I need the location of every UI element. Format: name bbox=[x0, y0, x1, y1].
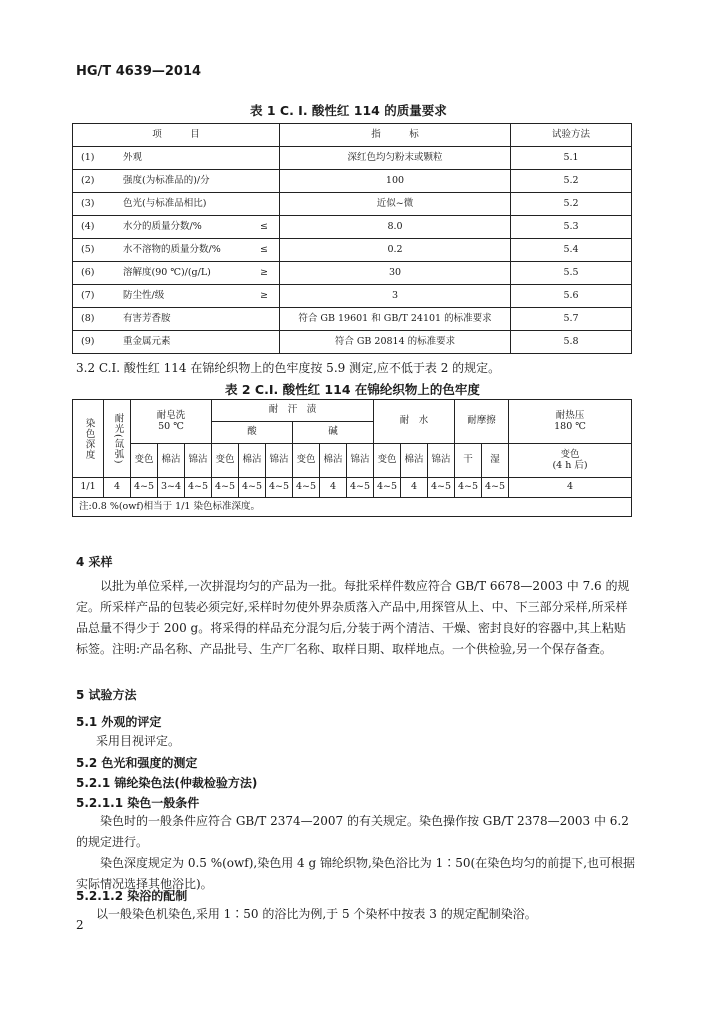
cell-no: (9) bbox=[73, 331, 124, 354]
section-5-2-1-1-title: 5.2.1.1 染色一般条件 bbox=[76, 796, 200, 810]
cell-no: (1) bbox=[73, 147, 124, 170]
subhead-cell: 变色 bbox=[131, 444, 158, 478]
cell-no: (3) bbox=[73, 193, 124, 216]
cell-name: 色光(与标准品相比) bbox=[123, 193, 249, 216]
h-depth: 染色深度 bbox=[73, 400, 104, 478]
h-water: 耐 水 bbox=[374, 400, 455, 444]
cell-name: 溶解度(90 ℃)/(g/L) bbox=[123, 262, 249, 285]
subhead-cell: 锦沾 bbox=[428, 444, 455, 478]
section-5-2-1-2-body: 以一般染色机染色,采用 1∶50 的浴比为例,于 5 个染杯中按表 3 的规定配制染浴。 bbox=[96, 907, 537, 921]
cell-sym bbox=[249, 147, 280, 170]
table-row bbox=[73, 331, 632, 354]
table1-title: 表 1 C. I. 酸性红 114 的质量要求 bbox=[250, 103, 447, 118]
h-rub: 耐摩擦 bbox=[455, 400, 509, 444]
section-5-2-1-1-body: 染色时的一般条件应符合 GB/T 2374—2007 的有关规定。染色操作按 GB/T 2378—2003 中 6.2 的规定进行。 bbox=[76, 814, 629, 849]
subhead-cell: 棉沾 bbox=[401, 444, 428, 478]
subhead-heat: 变色 (4 h 后) bbox=[509, 444, 632, 478]
cell-method: 5.8 bbox=[511, 331, 632, 354]
color-fastness-table bbox=[72, 399, 632, 517]
cell-sym: ≤ bbox=[249, 216, 280, 239]
subhead-cell: 干 bbox=[455, 444, 482, 478]
data-cell: 4~5 bbox=[293, 478, 320, 498]
cell-method: 5.2 bbox=[511, 193, 632, 216]
subhead-cell: 变色 bbox=[374, 444, 401, 478]
section-5-title: 5 试验方法 bbox=[76, 688, 137, 702]
cell-method: 5.7 bbox=[511, 308, 632, 331]
section-5-2-title: 5.2 色光和强度的测定 bbox=[76, 756, 198, 770]
cell-value: 30 bbox=[280, 262, 511, 285]
data-cell: 4~5 bbox=[428, 478, 455, 498]
table-row bbox=[73, 239, 632, 262]
data-cell: 4~5 bbox=[347, 478, 374, 498]
table-row bbox=[73, 262, 632, 285]
table-row bbox=[73, 193, 632, 216]
section-5-1-body: 采用目视评定。 bbox=[96, 734, 181, 748]
col-head-method: 试验方法 bbox=[511, 124, 632, 147]
subhead-cell: 棉沾 bbox=[320, 444, 347, 478]
cell-name: 有害芳香胺 bbox=[123, 308, 249, 331]
cell-no: (8) bbox=[73, 308, 124, 331]
cell-value: 3 bbox=[280, 285, 511, 308]
h-acid: 酸 bbox=[212, 422, 293, 444]
cell-name: 强度(为标准品的)/分 bbox=[123, 170, 249, 193]
cell-name: 水不溶物的质量分数/% bbox=[123, 239, 249, 262]
data-cell: 4~5 bbox=[212, 478, 239, 498]
cell-no: (5) bbox=[73, 239, 124, 262]
cell-sym bbox=[249, 170, 280, 193]
cell-value: 100 bbox=[280, 170, 511, 193]
table2-title: 表 2 C.I. 酸性红 114 在锦纶织物上的色牢度 bbox=[225, 382, 480, 397]
cell-method: 5.5 bbox=[511, 262, 632, 285]
subhead-cell: 锦沾 bbox=[347, 444, 374, 478]
section-5-2-1-1-body-2: 染色深度规定为 0.5 %(owf),染色用 4 g 锦纶织物,染色浴比为 1∶50(在染色均匀的前提下,也可根据实际情况选择其他浴比)。 bbox=[76, 856, 636, 891]
table-header-row bbox=[73, 400, 632, 422]
clause-3-2: 3.2 C.I. 酸性红 114 在锦纶织物上的色牢度按 5.9 测定,应不低于表 2 的规定。 bbox=[76, 361, 501, 375]
h-alkali: 碱 bbox=[293, 422, 374, 444]
data-cell: 4~5 bbox=[239, 478, 266, 498]
data-cell: 4~5 bbox=[185, 478, 212, 498]
standard-header: HG/T 4639—2014 bbox=[76, 64, 202, 79]
col-head-index: 指 标 bbox=[280, 124, 511, 147]
table-subheader-row bbox=[73, 444, 632, 478]
cell-method: 5.4 bbox=[511, 239, 632, 262]
cell-name: 防尘性/级 bbox=[123, 285, 249, 308]
cell-method: 5.2 bbox=[511, 170, 632, 193]
cell-value: 深红色均匀粉末或颗粒 bbox=[280, 147, 511, 170]
table-row bbox=[73, 216, 632, 239]
cell-sym: ≤ bbox=[249, 239, 280, 262]
section-5-2-1-title: 5.2.1 锦纶染色法(仲裁检验方法) bbox=[76, 776, 258, 790]
table-row bbox=[73, 285, 632, 308]
data-cell: 4~5 bbox=[482, 478, 509, 498]
h-sweat: 耐 汗 渍 bbox=[212, 400, 374, 422]
cell-name: 外观 bbox=[123, 147, 249, 170]
cell-method: 5.6 bbox=[511, 285, 632, 308]
subhead-cell: 变色 bbox=[293, 444, 320, 478]
subhead-cell: 棉沾 bbox=[239, 444, 266, 478]
section-5-2-1-2-title: 5.2.1.2 染浴的配制 bbox=[76, 889, 188, 903]
cell-no: (4) bbox=[73, 216, 124, 239]
table-header-row bbox=[73, 124, 632, 147]
cell-value: 0.2 bbox=[280, 239, 511, 262]
data-cell: 4 bbox=[509, 478, 632, 498]
cell-value: 符合 GB 20814 的标准要求 bbox=[280, 331, 511, 354]
table-row bbox=[73, 478, 632, 498]
data-cell: 4~5 bbox=[266, 478, 293, 498]
data-cell: 1/1 bbox=[73, 478, 104, 498]
cell-sym bbox=[249, 331, 280, 354]
subhead-cell: 湿 bbox=[482, 444, 509, 478]
h-soap: 耐皂洗 50 ℃ bbox=[131, 400, 212, 444]
h-heat: 耐热压 180 ℃ bbox=[509, 400, 632, 444]
cell-sym: ≥ bbox=[249, 285, 280, 308]
data-cell: 4 bbox=[320, 478, 347, 498]
subhead-cell: 锦沾 bbox=[266, 444, 293, 478]
table-note-row bbox=[73, 498, 632, 517]
cell-name: 水分的质量分数/% bbox=[123, 216, 249, 239]
data-cell: 4 bbox=[104, 478, 131, 498]
cell-value: 符合 GB 19601 和 GB/T 24101 的标准要求 bbox=[280, 308, 511, 331]
subhead-cell: 锦沾 bbox=[185, 444, 212, 478]
data-cell: 4~5 bbox=[131, 478, 158, 498]
subhead-cell: 变色 bbox=[212, 444, 239, 478]
cell-no: (2) bbox=[73, 170, 124, 193]
col-head-item: 项 目 bbox=[73, 124, 280, 147]
subhead-cell: 棉沾 bbox=[158, 444, 185, 478]
section-4-title: 4 采样 bbox=[76, 555, 113, 569]
data-cell: 4~5 bbox=[455, 478, 482, 498]
quality-requirements-table bbox=[72, 123, 632, 354]
cell-sym bbox=[249, 193, 280, 216]
cell-no: (6) bbox=[73, 262, 124, 285]
data-cell: 4~5 bbox=[374, 478, 401, 498]
cell-sym bbox=[249, 308, 280, 331]
cell-value: 8.0 bbox=[280, 216, 511, 239]
table-row bbox=[73, 308, 632, 331]
cell-name: 重金属元素 bbox=[123, 331, 249, 354]
cell-sym: ≥ bbox=[249, 262, 280, 285]
section-4-body: 以批为单位采样,一次拼混均匀的产品为一批。每批采样件数应符合 GB/T 6678—2003 中 7.6 的规定。所采样产品的包装必须完好,采样时勿使外界杂质落入产品中,用探管从上、中、下三部分采样,所采样品总量不得少于 200 g。将采得的样品充分混匀后,分装于两个清洁、干燥、密封良好的容器中,其上粘贴标签。注明:产品名称、产品批号、生产厂名称、取样日期、取样地点。一个供检验,另一个保存备查。 bbox=[76, 579, 630, 656]
cell-method: 5.3 bbox=[511, 216, 632, 239]
data-cell: 4 bbox=[401, 478, 428, 498]
table-row bbox=[73, 170, 632, 193]
data-cell: 3~4 bbox=[158, 478, 185, 498]
section-5-1-title: 5.1 外观的评定 bbox=[76, 715, 162, 729]
cell-method: 5.1 bbox=[511, 147, 632, 170]
cell-value: 近似~微 bbox=[280, 193, 511, 216]
page-number: 2 bbox=[76, 918, 84, 932]
h-light: 耐光(氙弧) bbox=[104, 400, 131, 478]
table-note: 注:0.8 %(owf)相当于 1/1 染色标准深度。 bbox=[73, 498, 632, 517]
table-row bbox=[73, 147, 632, 170]
cell-no: (7) bbox=[73, 285, 124, 308]
